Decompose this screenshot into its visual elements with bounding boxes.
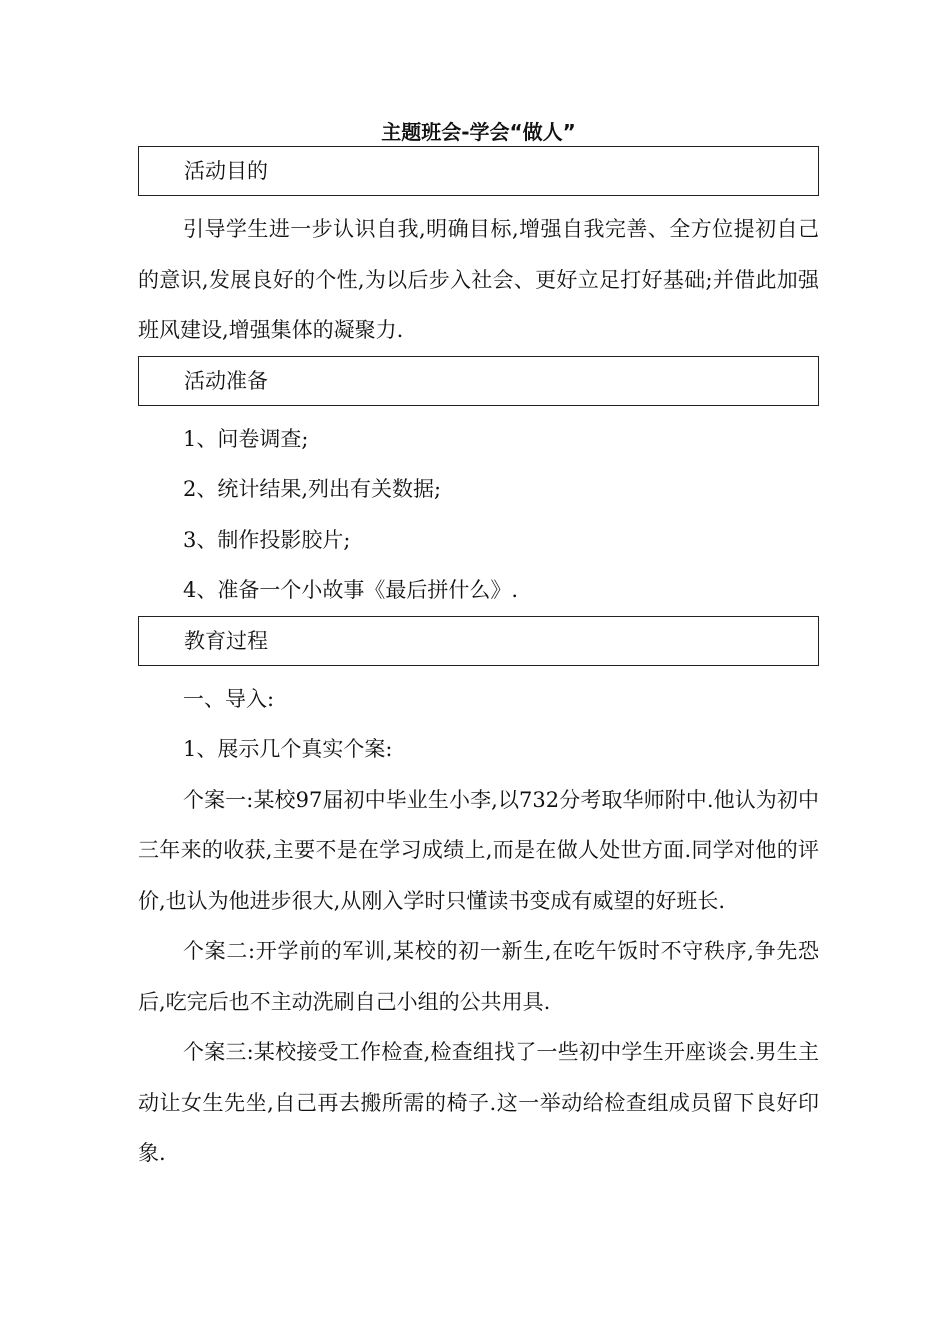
document-page <box>138 118 819 1179</box>
preparation-item: 3、制作投影胶片; <box>183 527 351 552</box>
case-paragraph: 个案三:某校接受工作检查,检查组找了一些初中学生开座谈会.男生主动让女生先坐,自己再去搬所需的椅子.这一举动给检查组成员留下良好印象. <box>138 1040 819 1165</box>
case-paragraph: 个案一:某校97届初中毕业生小李,以732分考取华师附中.他认为初中三年来的收获,主要不是在学习成绩上,而是在做人处世方面.同学对他的评价,也认为他进步很大,从刚入学时只懂读书变成有威望的好班长. <box>138 787 819 913</box>
preparation-item: 4、准备一个小故事《最后拼什么》. <box>183 578 519 602</box>
section-heading-preparation: 活动准备 <box>138 356 819 406</box>
spacer <box>138 406 819 414</box>
process-intro: 一、导入: <box>183 686 275 711</box>
section-heading-purpose: 活动目的 <box>138 146 819 196</box>
spacer <box>138 196 819 204</box>
preparation-item: 2、统计结果,列出有关数据; <box>183 477 442 501</box>
section-heading-process: 教育过程 <box>138 616 819 666</box>
document-title: 主题班会-学会“做人” <box>381 120 576 144</box>
preparation-item: 1、问卷调查; <box>183 426 309 451</box>
purpose-paragraph: 引导学生进一步认识自我,明确目标,增强自我完善、全方位提初自己的意识,发展良好的个性,为以后步入社会、更好立足打好基础;并借此加强班风建设,增强集体的凝聚力. <box>138 217 819 342</box>
spacer <box>138 666 819 674</box>
case-paragraph: 个案二:开学前的军训,某校的初一新生,在吃午饭时不守秩序,争先恐后,吃完后也不主动洗刷自己小组的公共用具. <box>138 939 819 1014</box>
process-step: 1、展示几个真实个案: <box>183 737 393 761</box>
